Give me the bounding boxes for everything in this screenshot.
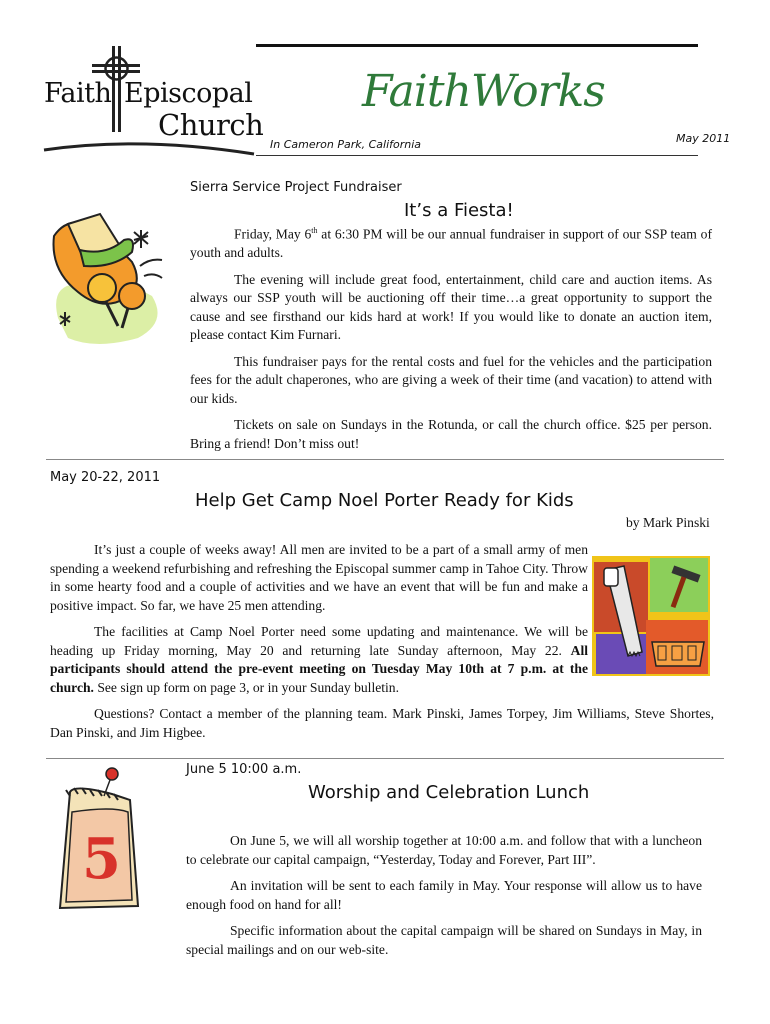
section-headline: Help Get Camp Noel Porter Ready for Kids (195, 490, 574, 511)
paragraph (50, 623, 588, 697)
section-headline: Worship and Celebration Lunch (308, 782, 590, 803)
section-divider (46, 758, 724, 759)
section-kicker: Sierra Service Project Fundraiser (190, 180, 402, 195)
newsletter-title: FaithWorks (362, 66, 605, 117)
paragraph: An invitation will be sent to each family in May. Your response will allow us to have enough food on hand for all! (186, 878, 702, 912)
article-body (50, 705, 714, 750)
article-body (186, 832, 702, 967)
paragraph: The evening will include great food, entertainment, child care and auction items. As always our SSP youth will be auctioning off their time…a great opportunity to support the cause and see firsthand our kids hard at work! If you would like to donate an auction item, please contact Kim Furnari. (190, 271, 712, 343)
section-divider (46, 459, 724, 460)
paragraph: On June 5, we will all worship together at 10:00 a.m. and follow that with a luncheon to celebrate our capital campaign, “Yesterday, Today and Forever, Part III”. (186, 833, 702, 867)
section-headline: It’s a Fiesta! (404, 200, 514, 221)
paragraph-text: Friday, May 6 (234, 226, 312, 242)
calendar-page-clipart (52, 766, 152, 916)
paragraph: Questions? Contact a member of the planning team. Mark Pinski, James Torpey, Jim Williams, Steve Shortes, Dan Pinski, and Jim Higbee. (50, 706, 714, 740)
logo-text-episcopal: Episcopal (124, 78, 253, 109)
masthead-top-rule (256, 44, 698, 47)
paragraph-text: See sign up form on page 3, or in your Sunday bulletin. (93, 679, 400, 695)
ordinal-superscript: th (311, 226, 318, 235)
logo-text-church: Church (158, 108, 264, 142)
article-body (190, 222, 712, 461)
tools-clipart (592, 556, 710, 676)
newsletter-date: May 2011 (676, 132, 731, 145)
section-kicker: June 5 10:00 a.m. (186, 762, 302, 777)
paragraph: Tickets on sale on Sundays in the Rotunda, or call the church office. $25 per person. Bring a friend! Don’t miss out! (190, 417, 712, 451)
paragraph: It’s just a couple of weeks away! All men are invited to be a part of a small army of men spending a weekend refurbishing and refreshing the Episcopal summer camp in Tahoe City. Throw in some hearty food and a couple of activities and we have an event that will be fun and make a positive impact. So far, we have 25 men attending. (50, 542, 588, 613)
logo-text-faith: Faith (44, 78, 112, 109)
paragraph-text: at 6:30 PM will be our annual fundraiser in support of our SSP team of youth and adults. (190, 226, 712, 261)
article-body (50, 541, 588, 705)
article-byline: by Mark Pinski (626, 515, 710, 530)
masthead-bottom-rule (256, 155, 698, 156)
church-logo (40, 44, 264, 162)
paragraph: Specific information about the capital campaign will be shared on Sundays in May, in special mailings and on our web-site. (186, 923, 702, 957)
calendar-number: 5 (82, 826, 121, 892)
paragraph-text: The facilities at Camp Noel Porter need some updating and maintenance. We will be heading up Friday morning, May 20 and returning late Sunday afternoon, May 22. (50, 624, 588, 658)
paragraph-bold-text: All participants should attend the pre-event meeting on Tuesday May 10th at 7 p.m. at the church. (50, 642, 588, 695)
paragraph: This fundraiser pays for the rental costs and fuel for the vehicles and the participation fees for the adult chaperones, who are giving a week of their time (and vacation) to attend with our kids. (190, 353, 712, 406)
section-kicker: May 20-22, 2011 (50, 470, 161, 485)
fiesta-sombrero-maracas-clipart (40, 200, 190, 362)
paragraph (190, 222, 712, 263)
newsletter-location: In Cameron Park, California (270, 138, 422, 151)
